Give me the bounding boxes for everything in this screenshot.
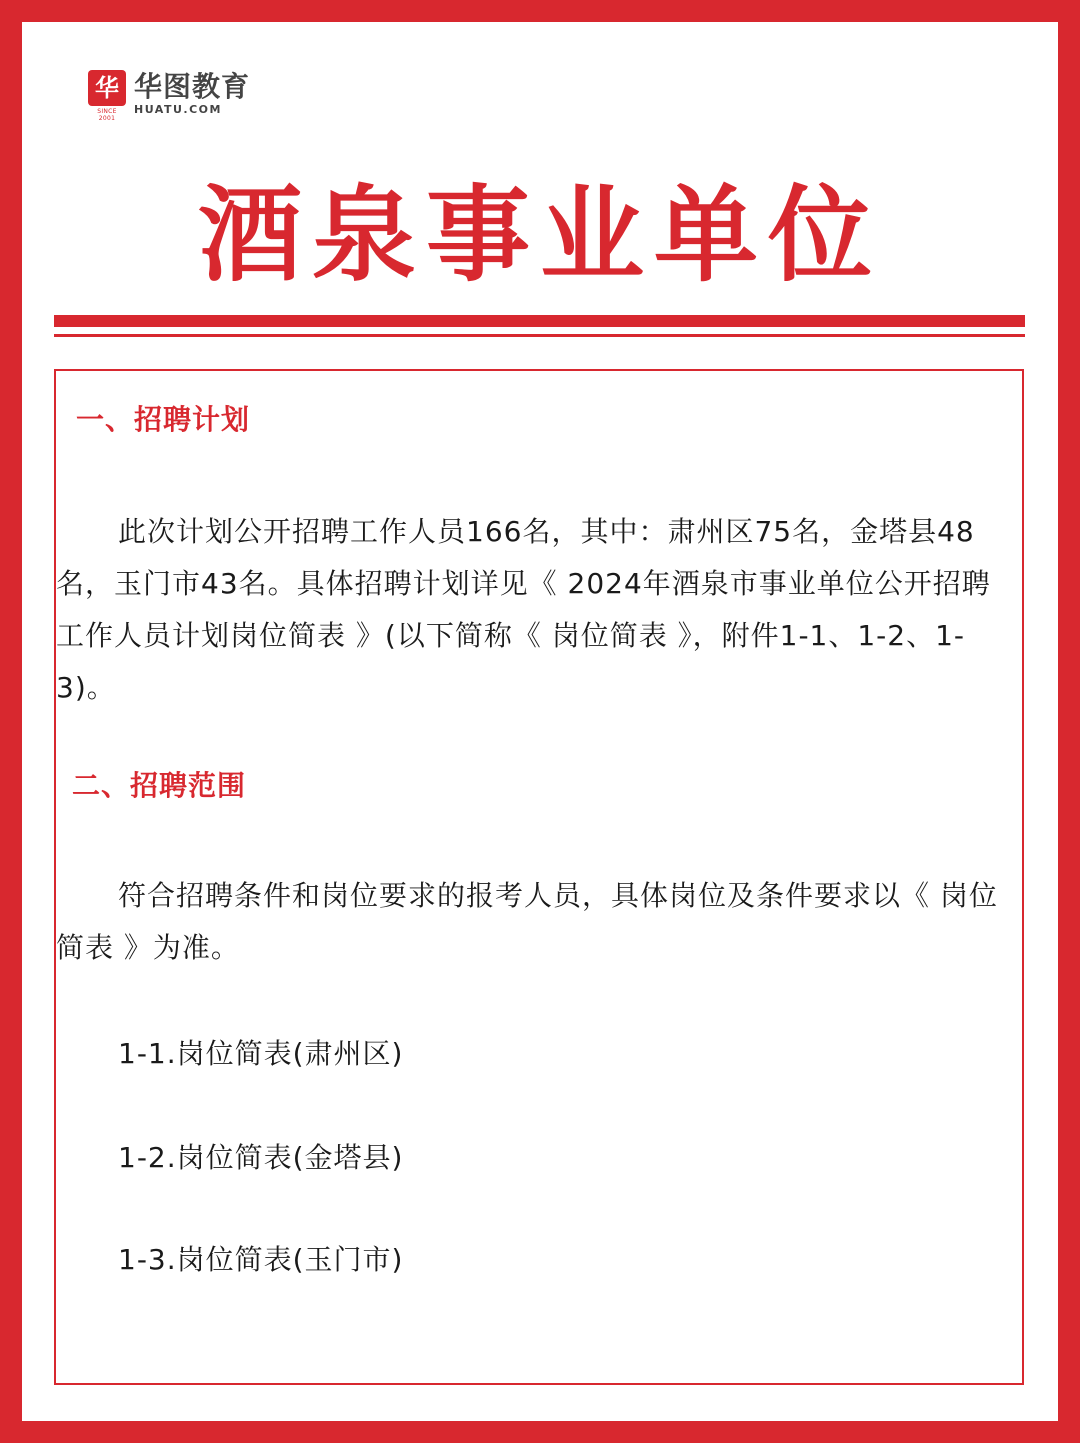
title-rule-thin	[54, 334, 1025, 337]
logo-badge: 华	[88, 70, 126, 106]
attachment-item: 1-1.岗位简表(肃州区)	[118, 1037, 404, 1070]
page-title: 酒泉事业单位	[197, 173, 882, 296]
logo-text	[134, 70, 251, 116]
section-heading-scope: 二、招聘范围	[72, 769, 247, 802]
logo-mark-icon	[88, 70, 126, 122]
logo-name-cn: 华图教育	[134, 70, 251, 103]
section-paragraph-plan: 此次计划公开招聘工作人员166名，其中：肃州区75名，金塔县48名，玉门市43名。具体招聘计划详见《 2024年酒泉市事业单位公开招聘工作人员计划岗位简表 》(以下简称《 岗位简表 》，附件1-1、1-2、1-3)。	[56, 515, 991, 704]
section-heading-plan: 一、招聘计划	[76, 403, 251, 436]
huatu-logo	[88, 70, 251, 122]
section-paragraph-scope: 符合招聘条件和岗位要求的报考人员，具体岗位及条件要求以《 岗位简表 》为准。	[56, 879, 998, 964]
attachment-item: 1-2.岗位简表(金塔县)	[118, 1141, 404, 1174]
logo-name-en: HUATU.COM	[134, 103, 222, 116]
title-rule-thick	[54, 315, 1025, 327]
logo-since: SINCE 2001	[97, 108, 117, 122]
attachment-item: 1-3.岗位简表(玉门市)	[118, 1243, 404, 1276]
